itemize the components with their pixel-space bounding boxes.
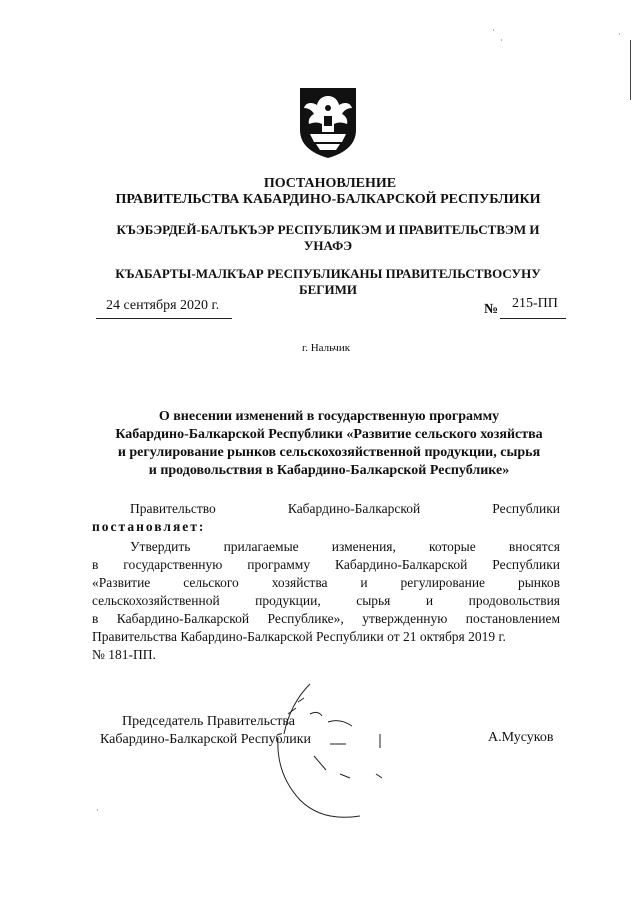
coat-of-arms-icon <box>296 86 360 160</box>
scan-speck: · <box>618 30 621 39</box>
subject-line2: Кабардино-Балкарской Республики «Развитие сельского хозяйства <box>115 427 543 442</box>
subject-line4: и продовольствия в Кабардино-Балкарской Республике» <box>148 463 510 478</box>
signatory-position-line1: Председатель Правительства <box>122 714 295 729</box>
scan-edge-line <box>630 40 631 100</box>
city: г. Нальчик <box>301 342 351 354</box>
balkar-title-line1: КЪАБАРТЫ-МАЛКЪАР РЕСПУБЛИКАНЫ ПРАВИТЕЛЬСТВОСУНУ <box>115 266 541 281</box>
scan-speck: · <box>492 26 495 35</box>
number-sign: № <box>484 302 499 317</box>
date-underline <box>96 318 232 319</box>
paragraph-line6: Правительства Кабардино-Балкарской Республики от 21 октября 2019 г. <box>92 629 506 644</box>
document-date: 24 сентября 2020 г. <box>106 298 220 313</box>
paragraph-line5: в Кабардино-Балкарской Республике», утвержденную постановлением <box>92 611 560 626</box>
kabardian-title-line1: КЪЭБЭРДЕЙ-БАЛЪКЪЭР РЕСПУБЛИКЭМ И ПРАВИТЕЛЬСТВЭМ И <box>116 222 540 237</box>
signatory-name: А.Мусуков <box>488 730 554 745</box>
balkar-title-line2: БЕГИМИ <box>298 282 358 297</box>
preamble: Правительство Кабардино-Балкарской Республики <box>130 501 560 516</box>
kabardian-title-line2: УНАФЭ <box>303 238 353 253</box>
decree-word: постановляет: <box>92 519 206 534</box>
paragraph-line7: № 181-ПП. <box>92 647 156 662</box>
issuer-title: ПРАВИТЕЛЬСТВА КАБАРДИНО-БАЛКАРСКОЙ РЕСПУБЛИКИ <box>115 192 541 207</box>
number-underline <box>500 318 566 319</box>
official-seal-icon <box>270 674 410 824</box>
subject-line1: О внесении изменений в государственную программу <box>158 409 500 424</box>
paragraph-line4: сельскохозяйственной продукции, сырья и продовольствия <box>92 593 560 608</box>
document-number: 215-ПП <box>512 296 558 311</box>
document-type-title: ПОСТАНОВЛЕНИЕ <box>263 176 397 191</box>
paragraph-line3: «Развитие сельского хозяйства и регулирование рынков <box>92 575 560 590</box>
subject-line3: и регулирование рынков сельскохозяйственной продукции, сырья <box>117 445 541 460</box>
paragraph-line1: Утвердить прилагаемые изменения, которые вносятся <box>130 539 560 554</box>
paragraph-line2: в государственную программу Кабардино-Балкарской Республики <box>92 557 560 572</box>
scan-speck: · <box>96 806 99 815</box>
scan-speck: · <box>500 36 503 45</box>
signatory-position-line2: Кабардино-Балкарской Республики <box>100 732 311 747</box>
